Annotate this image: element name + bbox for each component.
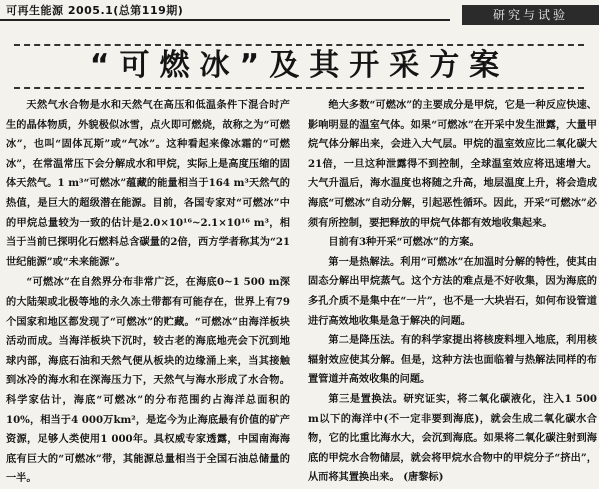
paragraph: 绝大多数“可燃冰”的主要成分是甲烷，它是一种反应快速、影响明显的温室气体。如果“可燃冰”在开采中发生泄露，大量甲烷气体分解出来，会进入大气层。甲烷的温室效应比二氧化碳大21倍，一旦这种泄露得不到控制，全球温室效应将迅速增大。大气升温后，海水温度也将随之升高，地层温度上升，将会造成海底“可燃冰”自动分解，引起恶性循环。因此，开采“可燃冰”必须有所控制，要把释放的甲烷气体都有效地收集起来。 bbox=[308, 99, 597, 229]
title-rule-bottom bbox=[14, 87, 584, 89]
section-label: 研究与试验 bbox=[462, 5, 599, 25]
article-column-right bbox=[308, 96, 597, 488]
paragraph: 第一是热解法。利用“可燃冰”在加温时分解的特性，使其由固态分解出甲烷蒸气。这个方法的难点是不好收集，因为海底的多孔介质不是集中在“一片”，也不是一大块岩石，如何布设管道进行高效地收集是急于解决的问题。 bbox=[308, 255, 597, 327]
article-column-left bbox=[6, 96, 290, 489]
paragraph: 天然气水合物是水和天然气在高压和低温条件下混合时产生的晶体物质，外貌极似冰雪，点火即可燃烧，故称之为“可燃冰”，也叫“固体瓦斯”或“气冰”。这种看起来像冰霜的“可燃冰”，在常温常压下会分解成水和甲烷，实际上是高度压缩的固体天然气。1 m³“可燃冰”蕴藏的能量相当于164 m³天然气的热值，是巨大的超级潜在能源。目前，各国专家对“可燃冰”中的甲烷总量较为一致的估计是2.0×10¹⁶~2.1×10¹⁶ m³，相当于当前已探明化石燃料总含碳量的2倍，西方学者称其为“21世纪能源”或“未来能源”。 bbox=[6, 99, 290, 268]
article-title: “可燃冰”及其开采方案 bbox=[89, 48, 510, 83]
author-credit: (唐黎标) bbox=[403, 471, 444, 484]
paragraph: 第二是降压法。有的科学家提出将核废料埋入地底，利用核辐射效应使其分解。但是，这种方法也面临着与热解法同样的布置管道并高效收集的问题。 bbox=[308, 334, 597, 386]
paragraph: 目前有3种开采“可燃冰”的方案。 bbox=[328, 236, 480, 249]
header-rule bbox=[0, 19, 450, 21]
paragraph: “可燃冰”在自然界分布非常广泛，在海底0~1 500 m深的大陆架或北极等地的永久冻土带都有可能存在，世界上有79个国家和地区都发现了“可燃冰”的贮藏。“可燃冰”由海洋板块活动而成。当海洋板块下沉时，较古老的海底地壳会下沉到地球内部，海底石油和天然气便从板块的边缘涌上来，当其接触到冰冷的海水和在深海压力下，天然气与海水形成了水合物。科学家估计，海底“可燃冰”的分布范围约占海洋总面积的10%，相当于4 000万km²，是迄今为止海底最有价值的矿产资源，足够人类使用1 000年。具权威专家透露，中国南海海底有巨大的“可燃冰”带，其能源总量相当于全国石油总储量的一半。 bbox=[6, 276, 290, 485]
paragraph-text: 第三是置换法。研究证实，将二氧化碳液化，注入1 500 m以下的海洋中(不一定非要到海底)，就会生成二氧化碳水合物，它的比重比海水大，会沉到海底。如果将二氧化碳注射到海底的甲烷水合物储层，就会将甲烷水合物中的甲烷分子“挤出”，从而将其置换出来。 bbox=[308, 392, 597, 484]
journal-info: 可再生能源 2005.1(总第119期) bbox=[6, 4, 184, 17]
paragraph bbox=[308, 390, 597, 488]
running-header bbox=[0, 0, 599, 26]
